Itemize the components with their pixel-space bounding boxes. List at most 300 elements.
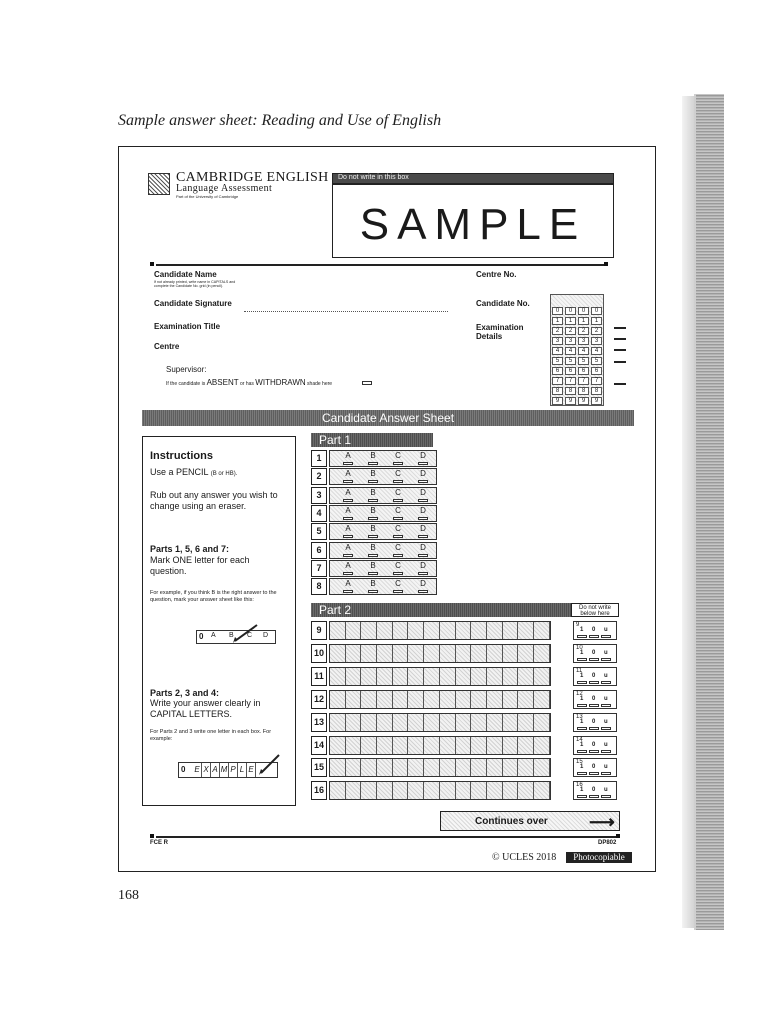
option-c-bubble[interactable] <box>393 499 403 502</box>
pencil-main: Use a PENCIL <box>150 467 209 477</box>
answer-letter-box[interactable] <box>377 691 393 708</box>
answer-letter-box[interactable] <box>393 737 409 754</box>
examiner-question-number: 11 <box>576 667 583 674</box>
answer-letter-box[interactable] <box>471 782 487 799</box>
part-2-question-number: 14 <box>311 736 327 755</box>
example-word-box <box>178 762 278 778</box>
candidate-number-bubble[interactable]: 7 <box>552 377 563 385</box>
answer-letter-box[interactable] <box>518 645 534 662</box>
option-b-label: B <box>370 487 376 497</box>
answer-letter-box[interactable] <box>456 668 472 685</box>
answer-letter-box[interactable] <box>518 782 534 799</box>
answer-letter-box[interactable] <box>503 645 519 662</box>
answer-letter-box[interactable] <box>518 622 534 639</box>
answer-letter-box[interactable] <box>534 714 550 731</box>
option-d-label: D <box>420 505 426 515</box>
examiner-mark-label: u <box>604 672 608 679</box>
option-a-label: A <box>345 505 351 515</box>
university-crest-icon <box>148 173 170 195</box>
part-1-answer-row <box>329 542 437 559</box>
candidate-number-bubble[interactable]: 2 <box>565 327 576 335</box>
answer-letter-box[interactable] <box>456 691 472 708</box>
answer-letter-box[interactable] <box>409 622 425 639</box>
option-b-bubble[interactable] <box>368 517 378 520</box>
option-d-bubble[interactable] <box>418 499 428 502</box>
examiner-question-number: 13 <box>576 713 583 720</box>
option-c-label: C <box>395 451 401 460</box>
candidate-number-bubble[interactable]: 3 <box>578 337 589 345</box>
option-a-bubble[interactable] <box>343 517 353 520</box>
answer-letter-box[interactable] <box>518 759 534 776</box>
answer-letter-box[interactable] <box>361 714 377 731</box>
option-b-bubble[interactable] <box>368 480 378 483</box>
answer-letter-box[interactable] <box>346 622 362 639</box>
supervisor-note <box>166 378 332 387</box>
candidate-number-bubble[interactable]: 7 <box>578 377 589 385</box>
option-a-label: A <box>345 487 351 497</box>
example-letter-box: P <box>229 763 238 777</box>
option-d-bubble[interactable] <box>418 462 428 465</box>
arrow-right-icon: ⟶ <box>589 812 615 832</box>
option-c-bubble[interactable] <box>393 590 403 593</box>
registration-mark <box>150 834 154 838</box>
answer-letter-box[interactable] <box>346 759 362 776</box>
examiner-mark-label: u <box>604 695 608 702</box>
top-rule <box>156 264 604 266</box>
option-c-bubble[interactable] <box>393 517 403 520</box>
absent-label: ABSENT <box>206 378 239 387</box>
answer-letter-box[interactable] <box>471 645 487 662</box>
option-c-label: C <box>395 487 401 497</box>
answer-letter-box[interactable] <box>440 737 456 754</box>
candidate-number-bubble[interactable]: 5 <box>591 357 602 365</box>
candidate-number-bubble[interactable]: 6 <box>552 367 563 375</box>
answer-sheet-title: Candidate Answer Sheet <box>321 411 455 425</box>
answer-letter-box[interactable] <box>393 668 409 685</box>
withdrawn-label: WITHDRAWN <box>255 378 306 387</box>
candidate-number-bubble[interactable]: 4 <box>591 347 602 355</box>
answer-letter-box[interactable] <box>518 691 534 708</box>
pencil-note: (B or HB). <box>210 471 238 477</box>
answer-letter-box[interactable] <box>330 668 346 685</box>
candidate-number-bubble[interactable]: 2 <box>578 327 589 335</box>
option-c-bubble[interactable] <box>393 480 403 483</box>
candidate-number-bubble[interactable]: 1 <box>552 317 563 325</box>
candidate-number-bubble[interactable]: 0 <box>552 307 563 315</box>
candidate-number-bubble[interactable]: 4 <box>565 347 576 355</box>
candidate-signature-label: Candidate Signature <box>154 299 232 308</box>
candidate-number-bubble[interactable]: 3 <box>591 337 602 345</box>
answer-letter-box[interactable] <box>456 737 472 754</box>
part-1-answer-row <box>329 560 437 577</box>
option-a-bubble[interactable] <box>343 590 353 593</box>
answer-letter-box[interactable] <box>377 668 393 685</box>
answer-letter-box[interactable] <box>330 622 346 639</box>
detail-mark <box>614 349 626 351</box>
option-c-label: C <box>395 469 401 479</box>
answer-letter-box[interactable] <box>330 714 346 731</box>
answer-letter-box[interactable] <box>471 714 487 731</box>
answer-letter-box[interactable] <box>393 691 409 708</box>
answer-letter-box[interactable] <box>377 782 393 799</box>
answer-letter-box[interactable] <box>534 668 550 685</box>
option-a-bubble[interactable] <box>343 462 353 465</box>
option-b-bubble[interactable] <box>368 590 378 593</box>
answer-letter-box[interactable] <box>424 782 440 799</box>
answer-letter-box[interactable] <box>440 782 456 799</box>
examiner-mark-bubble <box>577 772 587 775</box>
examiner-mark-bubble <box>589 635 599 638</box>
continues-over-label: Continues over <box>475 816 548 827</box>
answer-letter-box[interactable] <box>518 737 534 754</box>
option-d-label: D <box>420 487 426 497</box>
brand-subtitle: Language Assessment <box>176 183 273 194</box>
candidate-number-bubble[interactable]: 8 <box>565 387 576 395</box>
answer-letter-box[interactable] <box>471 622 487 639</box>
option-d-bubble[interactable] <box>418 572 428 575</box>
option-b-bubble[interactable] <box>368 499 378 502</box>
candidate-number-bubble[interactable]: 5 <box>565 357 576 365</box>
signature-line[interactable] <box>244 311 448 312</box>
example-letter-box: A <box>211 763 220 777</box>
answer-letter-box[interactable] <box>424 622 440 639</box>
answer-letter-box[interactable] <box>361 759 377 776</box>
examiner-mark-label: 0 <box>592 672 596 679</box>
examiner-question-number: 14 <box>576 736 583 743</box>
answer-letter-box[interactable] <box>440 759 456 776</box>
candidate-number-bubble[interactable]: 7 <box>565 377 576 385</box>
examination-details-label: Examination Details <box>476 323 524 341</box>
part-1-question-number: 3 <box>311 487 327 504</box>
supervisor-note-pre: If the candidate is <box>166 381 206 387</box>
examiner-mark-bubble <box>577 750 587 753</box>
candidate-number-bubble[interactable]: 6 <box>578 367 589 375</box>
answer-letter-box[interactable] <box>487 668 503 685</box>
sample-watermark: SAMPLE <box>359 200 587 249</box>
instructions-title: Instructions <box>150 450 213 462</box>
answer-letter-box[interactable] <box>503 691 519 708</box>
parts-2-heading: Parts 2, 3 and 4: <box>150 688 220 698</box>
candidate-number-bubble[interactable]: 3 <box>565 337 576 345</box>
part-1-header <box>311 433 433 447</box>
candidate-number-bubble[interactable]: 6 <box>591 367 602 375</box>
answer-letter-box[interactable] <box>471 691 487 708</box>
answer-letter-box[interactable] <box>424 759 440 776</box>
supervisor-label: Supervisor: <box>166 365 207 374</box>
answer-letter-box[interactable] <box>487 737 503 754</box>
answer-letter-box[interactable] <box>534 737 550 754</box>
option-d-bubble[interactable] <box>418 535 428 538</box>
candidate-number-bubble[interactable]: 4 <box>552 347 563 355</box>
answer-letter-box[interactable] <box>487 622 503 639</box>
answer-letter-box[interactable] <box>330 737 346 754</box>
detail-mark <box>614 361 626 363</box>
examination-title-label: Examination Title <box>154 322 221 331</box>
answer-letter-box[interactable] <box>440 622 456 639</box>
examiner-mark-bubble <box>577 658 587 661</box>
answer-letter-box[interactable] <box>440 691 456 708</box>
candidate-name-note: If not already printed, write name in CAPITALS and complete the Candidate No. grid (in pencil). <box>154 280 236 288</box>
examiner-mark-bubble <box>577 704 587 707</box>
option-b-bubble[interactable] <box>368 572 378 575</box>
detail-mark <box>614 383 626 385</box>
candidate-number-bubble[interactable]: 7 <box>591 377 602 385</box>
answer-letter-box[interactable] <box>409 737 425 754</box>
continues-over-box <box>440 811 620 831</box>
answer-letter-box[interactable] <box>503 737 519 754</box>
answer-letter-box[interactable] <box>377 714 393 731</box>
part-1-answer-row <box>329 505 437 522</box>
answer-letter-box[interactable] <box>503 714 519 731</box>
answer-letter-box[interactable] <box>471 668 487 685</box>
option-c-label: C <box>395 560 401 570</box>
answer-letter-box[interactable] <box>424 737 440 754</box>
option-a-bubble[interactable] <box>343 499 353 502</box>
detail-mark <box>614 338 626 340</box>
examiner-mark-bubble <box>577 727 587 730</box>
registration-mark <box>604 262 608 266</box>
part-2-answer-row <box>329 690 551 709</box>
answer-letter-box[interactable] <box>534 645 550 662</box>
answer-letter-box[interactable] <box>534 782 550 799</box>
answer-letter-box[interactable] <box>409 714 425 731</box>
candidate-number-bubble[interactable]: 3 <box>552 337 563 345</box>
answer-letter-box[interactable] <box>346 737 362 754</box>
option-b-label: B <box>370 560 376 570</box>
examiner-mark-label: 0 <box>592 627 596 633</box>
option-a-bubble[interactable] <box>343 535 353 538</box>
option-c-bubble[interactable] <box>393 462 403 465</box>
examiner-mark-label: 0 <box>592 718 596 725</box>
part-2-answer-row <box>329 713 551 732</box>
answer-letter-box[interactable] <box>456 759 472 776</box>
part-2-title: Part 2 <box>319 603 352 617</box>
option-a-bubble[interactable] <box>343 572 353 575</box>
answer-letter-box[interactable] <box>330 782 346 799</box>
examiner-mark-box <box>573 690 617 709</box>
option-a-label: A <box>345 579 351 589</box>
answer-letter-box[interactable] <box>346 645 362 662</box>
example2-number: 0 <box>181 765 186 774</box>
part-1-question-number: 2 <box>311 468 327 485</box>
option-c-bubble[interactable] <box>393 572 403 575</box>
answer-letter-box[interactable] <box>377 622 393 639</box>
candidate-number-bubble[interactable]: 8 <box>591 387 602 395</box>
candidate-number-bubble[interactable]: 0 <box>578 307 589 315</box>
examiner-mark-label: 0 <box>592 649 596 656</box>
option-d-bubble[interactable] <box>418 554 428 557</box>
answer-letter-box[interactable] <box>346 782 362 799</box>
candidate-number-bubble[interactable]: 1 <box>578 317 589 325</box>
option-a-label: A <box>345 451 351 460</box>
part-1-question-number: 1 <box>311 450 327 467</box>
option-a-label: A <box>345 469 351 479</box>
examiner-question-number: 9 <box>576 622 580 628</box>
candidate-number-bubble[interactable]: 9 <box>578 397 589 405</box>
answer-letter-box[interactable] <box>487 691 503 708</box>
examiner-mark-bubble <box>589 772 599 775</box>
answer-letter-box[interactable] <box>361 691 377 708</box>
candidate-number-bubble[interactable]: 9 <box>565 397 576 405</box>
brand-part-of: Part of the University of Cambridge <box>176 194 239 199</box>
part-2-question-number: 13 <box>311 713 327 732</box>
answer-letter-box[interactable] <box>393 714 409 731</box>
candidate-number-bubble[interactable]: 5 <box>578 357 589 365</box>
answer-letter-box[interactable] <box>503 622 519 639</box>
option-d-bubble[interactable] <box>418 517 428 520</box>
candidate-number-bubble[interactable]: 9 <box>552 397 563 405</box>
option-b-label: B <box>370 579 376 589</box>
option-d-bubble[interactable] <box>418 480 428 483</box>
examiner-mark-bubble <box>589 795 599 798</box>
answer-letter-box[interactable] <box>487 645 503 662</box>
option-a-bubble[interactable] <box>343 554 353 557</box>
shade-here-label: shade here <box>307 381 333 387</box>
answer-letter-box[interactable] <box>424 645 440 662</box>
answer-letter-box[interactable] <box>346 714 362 731</box>
answer-letter-box[interactable] <box>424 668 440 685</box>
answer-letter-box[interactable] <box>409 691 425 708</box>
answer-letter-box[interactable] <box>377 737 393 754</box>
answer-letter-box[interactable] <box>409 645 425 662</box>
candidate-number-bubble[interactable]: 6 <box>565 367 576 375</box>
answer-letter-box[interactable] <box>377 645 393 662</box>
answer-letter-box[interactable] <box>440 714 456 731</box>
part-2-answer-row <box>329 781 551 800</box>
answer-letter-box[interactable] <box>534 691 550 708</box>
answer-letter-box[interactable] <box>440 668 456 685</box>
examiner-mark-bubble <box>601 795 611 798</box>
candidate-number-bubble[interactable]: 0 <box>591 307 602 315</box>
option-b-bubble[interactable] <box>368 554 378 557</box>
answer-letter-box[interactable] <box>361 737 377 754</box>
option-d-bubble[interactable] <box>418 590 428 593</box>
detail-mark <box>614 327 626 329</box>
answer-letter-box[interactable] <box>518 668 534 685</box>
answer-letter-box[interactable] <box>503 759 519 776</box>
part-2-header <box>311 603 571 617</box>
candidate-number-bubble[interactable]: 1 <box>565 317 576 325</box>
answer-letter-box[interactable] <box>330 759 346 776</box>
answer-letter-box[interactable] <box>393 645 409 662</box>
option-b-bubble[interactable] <box>368 462 378 465</box>
answer-letter-box[interactable] <box>456 782 472 799</box>
parts-1-body: Mark ONE letter for each question. <box>150 555 250 576</box>
answer-letter-box[interactable] <box>518 714 534 731</box>
answer-letter-box[interactable] <box>409 759 425 776</box>
part-2-answer-row <box>329 758 551 777</box>
examiner-mark-bubble <box>589 658 599 661</box>
examiner-mark-bubble <box>601 772 611 775</box>
do-not-write-below: Do not write below here <box>571 603 619 617</box>
examiner-mark-label: 0 <box>592 695 596 702</box>
option-c-label: C <box>395 579 401 589</box>
page-heading: Sample answer sheet: Reading and Use of English <box>118 112 442 129</box>
examiner-mark-label: u <box>604 764 608 771</box>
answer-letter-box[interactable] <box>393 622 409 639</box>
pencil-icon <box>259 753 283 775</box>
candidate-number-bubble[interactable]: 8 <box>552 387 563 395</box>
bottom-rule <box>156 836 616 838</box>
example-letter-box: E <box>247 763 256 777</box>
option-d-label: D <box>420 579 426 589</box>
answer-letter-box[interactable] <box>471 737 487 754</box>
candidate-number-bubble[interactable]: 2 <box>552 327 563 335</box>
candidate-number-grid <box>550 294 604 406</box>
answer-letter-box[interactable] <box>409 668 425 685</box>
answer-letter-box[interactable] <box>440 645 456 662</box>
examiner-mark-label: u <box>604 787 608 794</box>
absent-shade-box[interactable] <box>362 381 372 385</box>
part-2-answer-row <box>329 667 551 686</box>
answer-letter-box[interactable] <box>346 668 362 685</box>
answer-letter-box[interactable] <box>424 714 440 731</box>
copyright: © UCLES 2018 <box>492 852 557 863</box>
candidate-number-bubble[interactable]: 2 <box>591 327 602 335</box>
option-c-bubble[interactable] <box>393 554 403 557</box>
answer-letter-box[interactable] <box>330 691 346 708</box>
examiner-mark-label: 1 <box>580 695 584 702</box>
answer-letter-box[interactable] <box>361 782 377 799</box>
answer-letter-box[interactable] <box>487 714 503 731</box>
answer-letter-box[interactable] <box>534 759 550 776</box>
option-a-bubble[interactable] <box>343 480 353 483</box>
answer-letter-box[interactable] <box>534 622 550 639</box>
answer-letter-box[interactable] <box>361 622 377 639</box>
candidate-number-bubble[interactable]: 4 <box>578 347 589 355</box>
examiner-mark-bubble <box>601 727 611 730</box>
part-2-answer-row <box>329 621 551 640</box>
examiner-mark-box <box>573 758 617 777</box>
answer-letter-box[interactable] <box>393 759 409 776</box>
candidate-number-bubble[interactable]: 5 <box>552 357 563 365</box>
answer-letter-box[interactable] <box>487 759 503 776</box>
candidate-number-bubble[interactable]: 0 <box>565 307 576 315</box>
candidate-number-bubble[interactable]: 9 <box>591 397 602 405</box>
option-c-bubble[interactable] <box>393 535 403 538</box>
book-binding <box>694 94 724 930</box>
examiner-mark-bubble <box>601 681 611 684</box>
answer-letter-box[interactable] <box>456 645 472 662</box>
example-number: 0 <box>199 632 204 641</box>
answer-letter-box[interactable] <box>346 691 362 708</box>
candidate-number-bubble[interactable]: 8 <box>578 387 589 395</box>
answer-letter-box[interactable] <box>503 668 519 685</box>
answer-letter-box[interactable] <box>409 782 425 799</box>
answer-letter-box[interactable] <box>377 759 393 776</box>
answer-letter-box[interactable] <box>456 714 472 731</box>
candidate-number-bubble[interactable]: 1 <box>591 317 602 325</box>
answer-letter-box[interactable] <box>456 622 472 639</box>
examiner-mark-label: u <box>604 627 608 633</box>
answer-letter-box[interactable] <box>471 759 487 776</box>
examiner-question-number: 16 <box>576 782 583 789</box>
answer-letter-box[interactable] <box>487 782 503 799</box>
option-b-bubble[interactable] <box>368 535 378 538</box>
answer-letter-box[interactable] <box>424 691 440 708</box>
centre-no-label: Centre No. <box>476 270 517 279</box>
answer-letter-box[interactable] <box>361 645 377 662</box>
answer-letter-box[interactable] <box>393 782 409 799</box>
candidate-name-label: Candidate Name <box>154 270 217 279</box>
answer-letter-box[interactable] <box>503 782 519 799</box>
option-c-label: C <box>395 505 401 515</box>
examiner-mark-bubble <box>577 795 587 798</box>
answer-letter-box[interactable] <box>330 645 346 662</box>
part-1-answer-row <box>329 450 437 467</box>
examiner-question-number: 15 <box>576 759 583 766</box>
answer-letter-box[interactable] <box>361 668 377 685</box>
